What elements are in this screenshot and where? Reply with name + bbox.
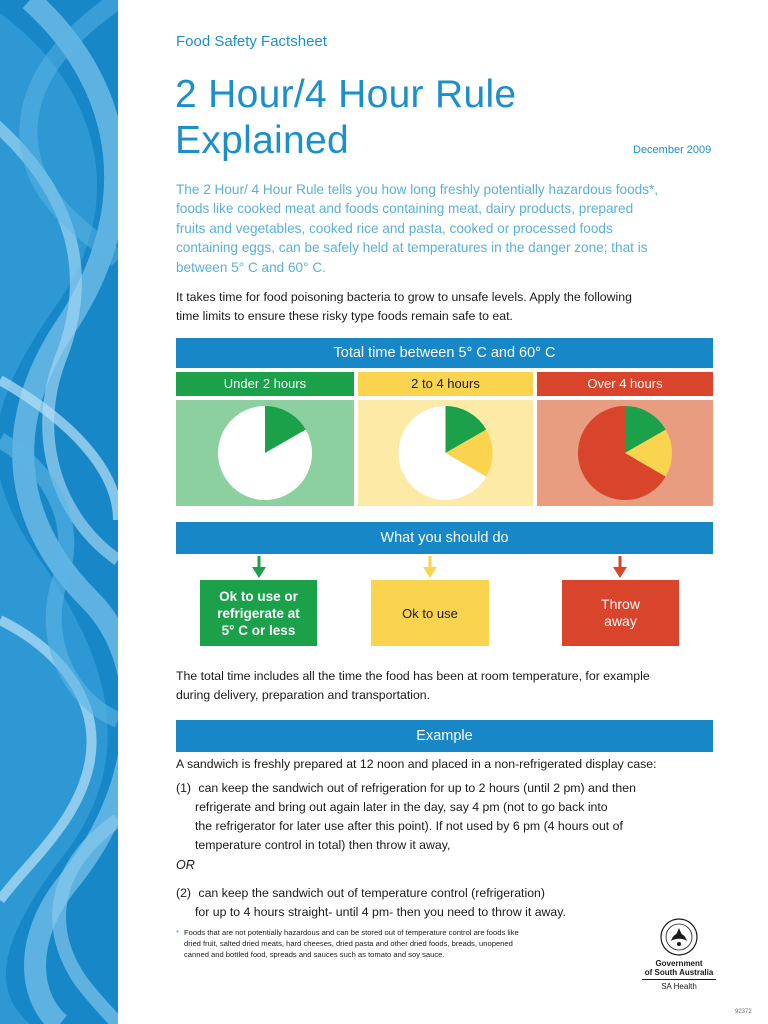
body-line: It takes time for food poisoning bacteria to grow to unsafe levels. Apply the following — [176, 290, 632, 304]
column-2-to-4-hours: 2 to 4 hours — [358, 372, 533, 396]
pie-panel-over-4 — [537, 400, 713, 506]
example-intro: A sandwich is freshly prepared at 12 noon and placed in a non-refrigerated display case: — [176, 757, 657, 771]
intro-paragraph — [176, 180, 716, 277]
government-line: Government — [655, 959, 703, 968]
action-ok-or-refrigerate — [200, 580, 317, 646]
intro-line: containing eggs, can be safely held at temperatures in the danger zone; that is — [176, 240, 648, 256]
action-throw-away — [562, 580, 679, 646]
publication-date: December 2009 — [633, 144, 712, 156]
total-time-note — [176, 667, 721, 705]
south-australia-crest-icon — [659, 917, 699, 957]
total-time-heading: Total time between 5° C and 60° C — [176, 338, 713, 368]
decorative-sidebar — [0, 0, 118, 1024]
factsheet-series: Food Safety Factsheet — [176, 33, 327, 50]
wave-pattern-icon — [0, 0, 118, 1024]
pie-chart — [176, 400, 354, 506]
example-option-2 — [176, 884, 716, 922]
example-heading: Example — [176, 720, 713, 752]
option-number: (2) — [176, 886, 192, 900]
option-line: can keep the sandwich out of temperature control (refrigeration) — [198, 886, 545, 900]
action-line: Ok to use — [402, 605, 458, 621]
title-line-2: Explained — [175, 119, 349, 162]
arrow-down-red-icon — [613, 556, 627, 578]
department-name: SA Health — [661, 982, 697, 991]
government-logo — [640, 917, 718, 989]
option-line: can keep the sandwich out of refrigeration for up to 2 hours (until 2 pm) and then — [198, 781, 636, 795]
what-to-do-heading: What you should do — [176, 522, 713, 554]
title-line-1: 2 Hour/4 Hour Rule — [175, 73, 517, 116]
intro-line: The 2 Hour/ 4 Hour Rule tells you how long freshly potentially hazardous foods*, — [176, 182, 659, 197]
option-line: for up to 4 hours straight- until 4 pm- then you need to throw it away. — [195, 905, 566, 919]
intro-line: between 5° C and 60° C. — [176, 259, 326, 275]
footnote — [176, 927, 596, 960]
arrow-down-green-icon — [252, 556, 266, 578]
action-line: Throw — [601, 596, 640, 612]
government-line: of South Australia — [644, 968, 714, 977]
document-code: 92372 — [735, 1009, 752, 1015]
option-line: temperature control in total) then throw it away, — [195, 838, 451, 852]
column-over-4-hours: Over 4 hours — [537, 372, 713, 396]
government-name — [640, 959, 718, 977]
action-line: Ok to use or — [219, 588, 298, 604]
pie-chart — [537, 400, 713, 506]
pie-panel-2-to-4 — [358, 400, 533, 506]
page-title — [175, 72, 516, 164]
example-option-1 — [176, 779, 716, 855]
note-line: The total time includes all the time the food has been at room temperature, for example — [176, 669, 650, 683]
action-line: 5° C or less — [221, 622, 296, 638]
action-line: away — [604, 613, 637, 629]
arrow-down-yellow-icon — [423, 556, 437, 578]
body-line: time limits to ensure these risky type foods remain safe to eat. — [176, 309, 513, 323]
option-line: refrigerate and bring out again later in the day, say 4 pm (not to go back into — [195, 800, 608, 814]
body-paragraph — [176, 288, 716, 326]
option-number: (1) — [176, 781, 192, 795]
or-separator: OR — [176, 858, 195, 872]
column-under-2-hours: Under 2 hours — [176, 372, 354, 396]
option-line: the refrigerator for later use after this point). If not used by 6 pm (4 hours out of — [195, 819, 623, 833]
footnote-line: canned and bottled food, spreads and sauces such as tomato and soy sauce. — [184, 950, 445, 959]
footnote-line: dried fruit, salted dried meats, hard cheeses, dried pasta and other dried foods, breads, unopened — [184, 939, 513, 948]
footnote-star: * — [176, 928, 179, 937]
pie-chart — [358, 400, 533, 506]
note-line: during delivery, preparation and transportation. — [176, 688, 431, 702]
logo-divider — [642, 979, 716, 980]
pie-panel-under-2 — [176, 400, 354, 506]
intro-line: fruits and vegetables, cooked rice and pasta, cooked or processed foods — [176, 220, 613, 236]
action-ok-to-use — [371, 580, 489, 646]
action-line: refrigerate at — [217, 605, 300, 621]
intro-line: foods like cooked meat and foods containing meat, dairy products, prepared — [176, 201, 634, 217]
footnote-line: Foods that are not potentially hazardous and can be stored out of temperature control are foods like — [184, 928, 519, 937]
